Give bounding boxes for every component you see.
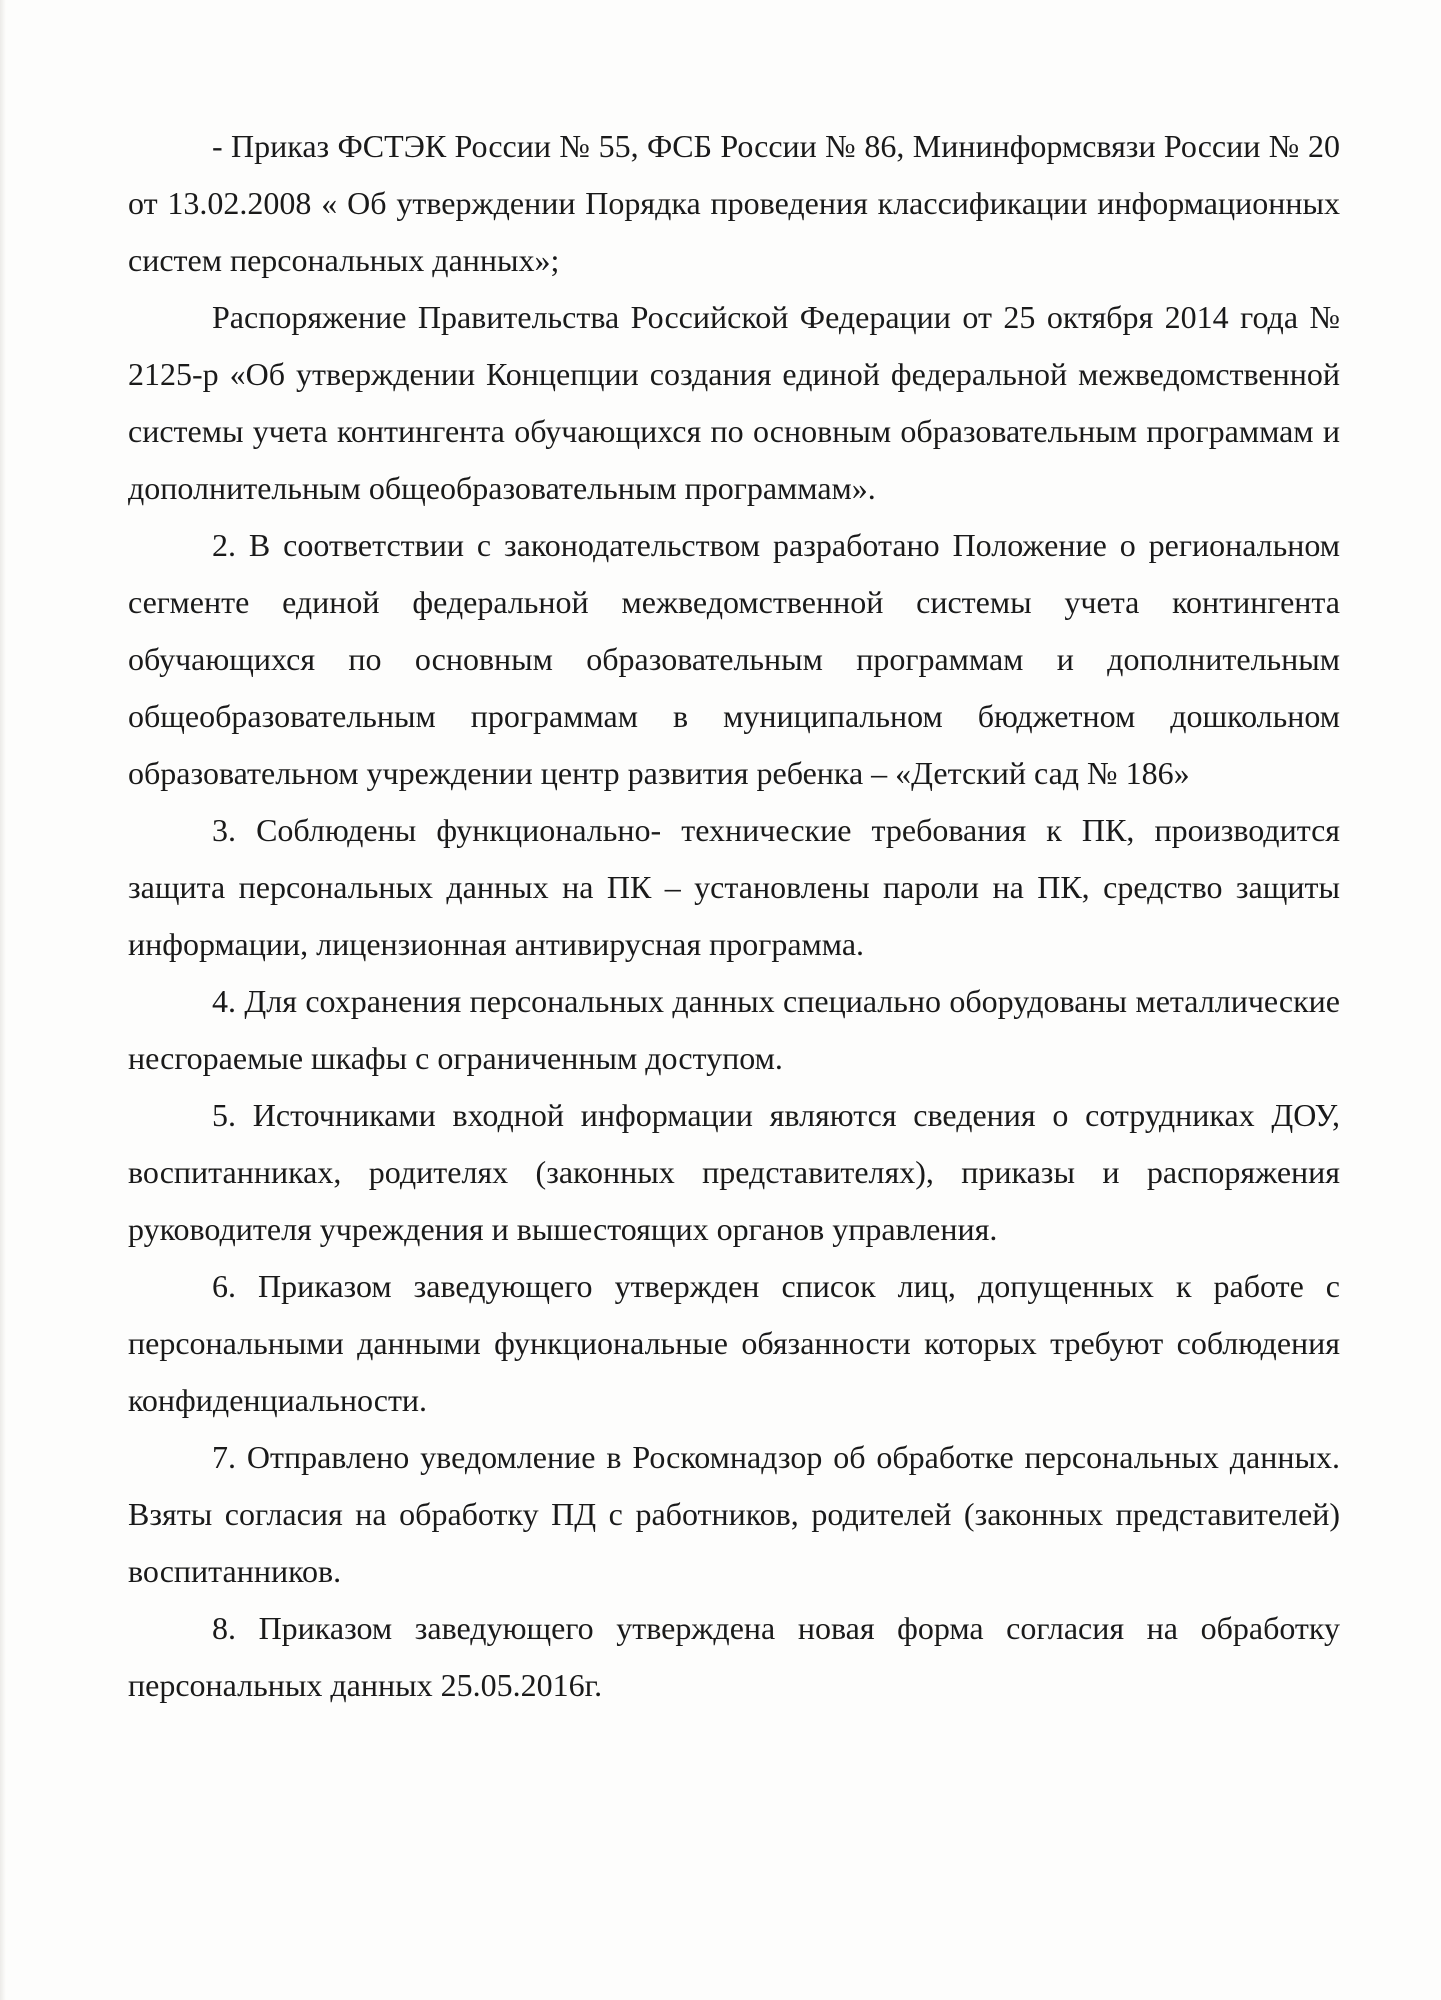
paragraph-government-order: Распоряжение Правительства Российской Федерации от 25 октября 2014 года № 2125-р «Об утверждении Концепции создания единой федеральной межведомственной системы учета контингента обучающихся по основным образовательным программам и дополнительным общеобразовательным программам». xyxy=(128,299,1340,506)
paragraph-item-6: 6. Приказом заведующего утвержден список лиц, допущенных к работе с персональными данными функциональные обязанности которых требуют соблюдения конфиденциальности. xyxy=(128,1268,1340,1418)
document-body xyxy=(128,118,1340,1714)
paragraph-order-fstec: - Приказ ФСТЭК России № 55, ФСБ России № 86, Мининформсвязи России № 20 от 13.02.2008 « Об утверждении Порядка проведения классификации информационных систем персональных данных»; xyxy=(128,128,1340,278)
paragraph-item-2: 2. В соответствии с законодательством разработано Положение о региональном сегменте единой федеральной межведомственной системы учета контингента обучающихся по основным образовательным программам и дополнительным общеобразовательным программам в муниципальном бюджетном дошкольном образовательном учреждении центр развития ребенка – «Детский сад № 186» xyxy=(128,527,1340,791)
paragraph-item-8: 8. Приказом заведующего утверждена новая форма согласия на обработку персональных данных 25.05.2016г. xyxy=(128,1610,1340,1703)
scan-edge-shadow xyxy=(0,0,6,2000)
paragraph-item-3: 3. Соблюдены функционально- технические требования к ПК, производится защита персональных данных на ПК – установлены пароли на ПК, средство защиты информации, лицензионная антивирусная программа. xyxy=(128,812,1340,962)
paragraph-item-4: 4. Для сохранения персональных данных специально оборудованы металлические несгораемые шкафы с ограниченным доступом. xyxy=(128,983,1340,1076)
paragraph-item-7: 7. Отправлено уведомление в Роскомнадзор об обработке персональных данных. Взяты согласия на обработку ПД с работников, родителей (законных представителей) воспитанников. xyxy=(128,1439,1340,1589)
paragraph-item-5: 5. Источниками входной информации являются сведения о сотрудниках ДОУ, воспитанниках, родителях (законных представителях), приказы и распоряжения руководителя учреждения и вышестоящих органов управления. xyxy=(128,1097,1340,1247)
